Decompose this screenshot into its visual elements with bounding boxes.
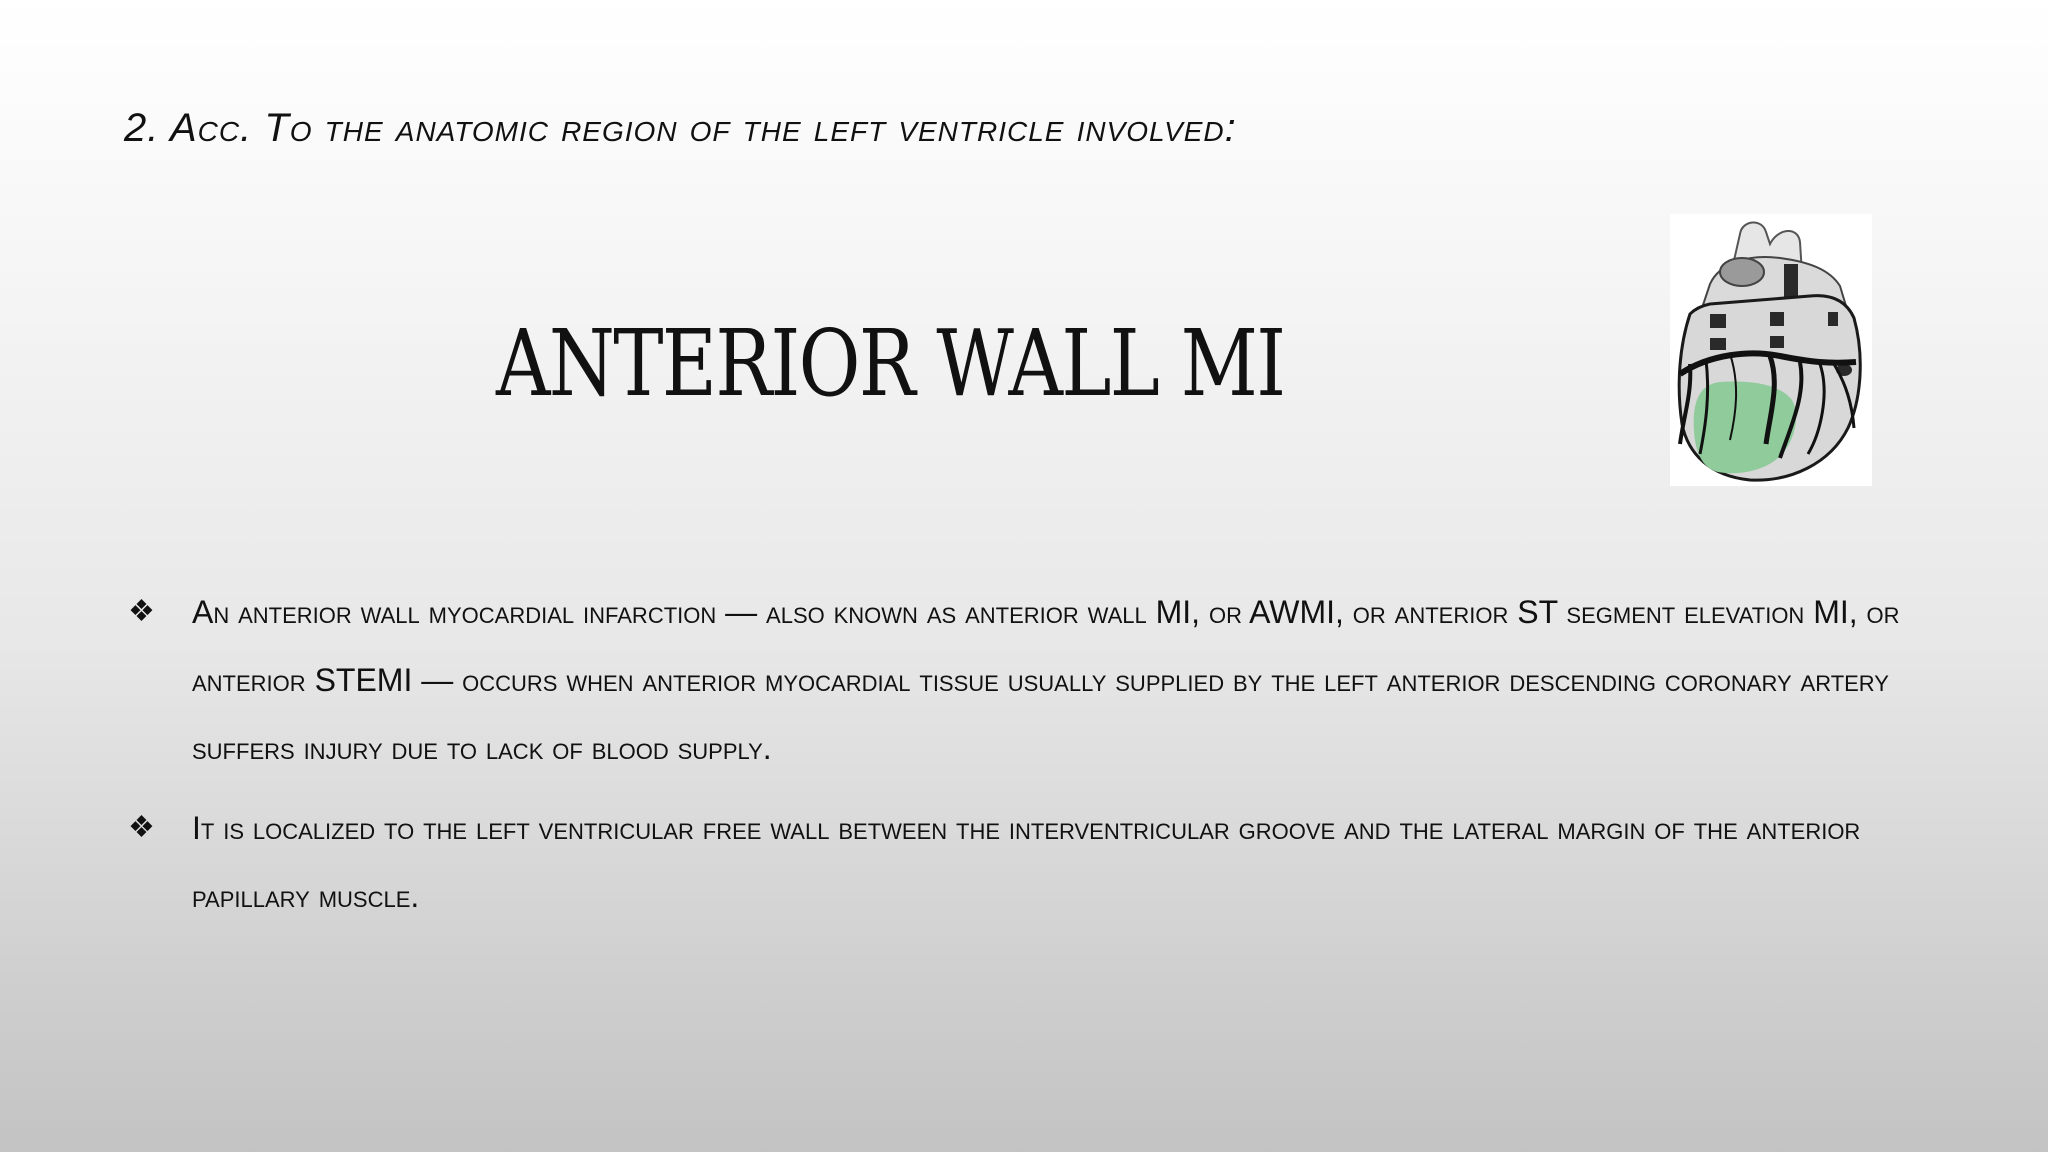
slide-title: ANTERIOR WALL MI [496,310,1285,417]
diamond-bullet-icon: ❖ [128,595,155,628]
heart-anterior-wall-icon [1670,214,1872,486]
heart-diagram-image [1670,214,1872,486]
bullet-list [124,578,1904,942]
bullet-item [124,794,1904,930]
bullet-text: An anterior wall myocardial infarction — also known as anterior wall MI, or AWMI, or anterior ST segment elevation MI, or anterior STEMI — occurs when anterior myocardial tissue usually supplied by the left anterior descending coronary artery suffers injury due to lack of blood supply. [192,594,1900,766]
bullet-item [124,578,1904,782]
bullet-text: It is localized to the left ventricular free wall between the interventricular groove and the lateral margin of the anterior papillary muscle. [192,810,1861,914]
section-heading: 2. Acc. To the anatomic region of the left ventricle involved: [124,106,1237,150]
diamond-bullet-icon: ❖ [128,811,155,844]
